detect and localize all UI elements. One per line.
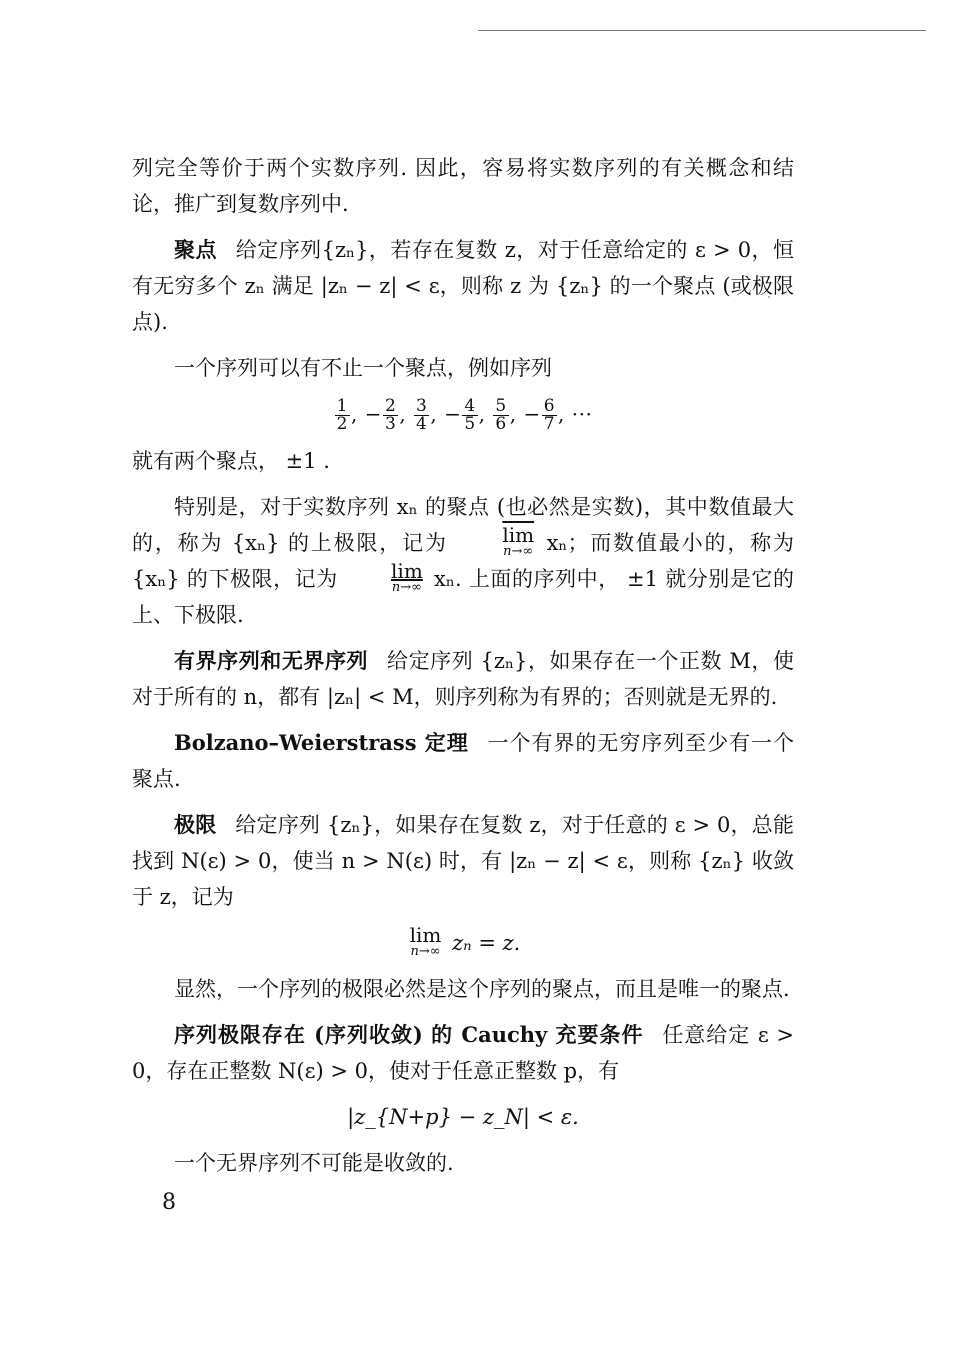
seq-ellipsis: ··· [571,402,593,426]
header-rule [478,30,926,31]
seq-term-3: $\frac{3}{4}$ , [416,396,438,434]
limsup-symbol: $\overline{lim}$ n→∞ [502,523,535,559]
bolzano-paragraph: Bolzano–Weierstrass 定理 一个有界的无穷序列至少有一个聚点. [132,730,795,791]
seq-term-6: − $\frac{6}{7}$ , [523,396,565,434]
term-limit: 极限 [174,812,217,837]
multi-points-paragraph: 一个序列可以有不止一个聚点，例如序列 [174,356,552,380]
example-sequence [132,396,794,433]
seq-term-2: − $\frac{2}{3}$ , [364,396,407,434]
limit-paragraph: 极限 给定序列 {zₙ}，如果存在复数 z，对于任意的 ε > 0，总能找到 N(ε) > 0，使当 n > N(ε) 时，有 |zₙ − z| < ε，则称 {zₙ} 收敛于 z，记为 [132,812,795,909]
cauchy-formula: |z_{N+p} − z_N| < ε. [347,1105,579,1129]
seq-term-1: $\frac{1}{2}$ , [336,396,358,434]
two-points-conclusion: 就有两个聚点， ±1 . [132,449,330,473]
limsup-liminf-paragraph: 特别是，对于实数序列 xₙ 的聚点 (也必然是实数)，其中数值最大的，称为 {xₙ} 的上极限，记为 $\overline{lim}$ n→∞ xₙ；而数值最小的，称为 {xₙ} 的下极限，记为 lim n→∞ xₙ. 上面的序列中， ±1 就分别是它的上、下极限. [132,495,794,627]
page-body [132,150,794,1191]
term-bounded: 有界序列和无界序列 [174,648,369,673]
cauchy-paragraph: 序列极限存在 (序列收敛) 的 Cauchy 充要条件 任意给定 ε > 0，存在正整数 N(ε) > 0，使对于任意正整数 p，有 [132,1022,794,1083]
intro-paragraph: 列完全等价于两个实数序列. 因此，容易将实数序列的有关概念和结论，推广到复数序列中. [132,156,794,216]
bounded-paragraph: 有界序列和无界序列 给定序列 {zₙ}，如果存在一个正数 M，使对于所有的 n，都有 |zₙ| < M，则序列称为有界的；否则就是无界的. [132,648,794,709]
term-accumulation-point: 聚点 [174,237,217,262]
term-bolzano-weierstrass: Bolzano–Weierstrass 定理 [174,730,469,755]
unbounded-note: 一个无界序列不可能是收敛的. [174,1151,454,1175]
seq-term-5: $\frac{5}{6}$ , [495,396,517,434]
seq-term-4: − $\frac{4}{5}$ , [444,396,486,434]
limit-formula: lim n→∞ zₙ = z. [409,923,521,959]
accumulation-point-paragraph [132,232,794,340]
lim-symbol: lim n→∞ [409,923,442,959]
page-number: 8 [162,1190,176,1215]
liminf-symbol: lim n→∞ [391,559,423,595]
term-cauchy-criterion: 序列极限存在 (序列收敛) 的 Cauchy 充要条件 [174,1022,644,1047]
uniqueness-paragraph: 显然，一个序列的极限必然是这个序列的聚点，而且是唯一的聚点. [174,977,790,1001]
accumulation-point-text: 给定序列{zₙ}，若存在复数 z，对于任意给定的 ε > 0，恒有无穷多个 zₙ 满足 |zₙ − z| < ε，则称 z 为 {zₙ} 的一个聚点 (或极限点). [132,238,794,334]
